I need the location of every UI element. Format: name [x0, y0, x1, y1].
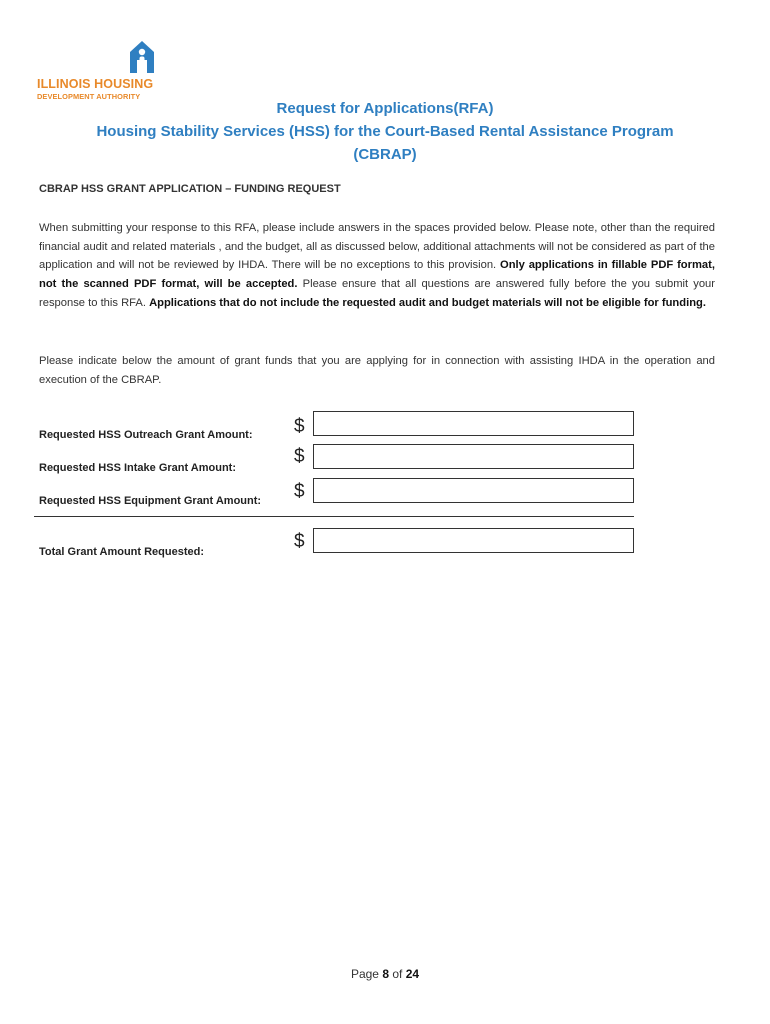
- page-number: [0, 967, 770, 981]
- current-page: 8: [382, 967, 389, 981]
- intro-bold-2: Applications that do not include the requested audit and budget materials will not be eligible for funding.: [149, 296, 706, 309]
- page-prefix: Page: [350, 967, 383, 981]
- outreach-amount-field[interactable]: [313, 411, 634, 436]
- total-dollar-sign: $: [294, 531, 305, 552]
- outreach-dollar-sign: $: [294, 416, 305, 437]
- ihda-logo-mark-icon: [129, 40, 155, 74]
- ihda-logo: [37, 40, 167, 102]
- instruction-paragraph: Please indicate below the amount of grant funds that you are applying for in connection with assisting IHDA in the operation and execution of the CBRAP.: [39, 355, 715, 386]
- intro-text-2: Please ensure that all questions are answered fully before the you submit your response to this RFA.: [39, 278, 715, 309]
- logo-text-line2: DEVELOPMENT AUTHORITY: [37, 92, 141, 101]
- total-divider: [34, 516, 634, 517]
- total-amount-label: Total Grant Amount Requested:: [39, 546, 204, 558]
- logo-text-line1: ILLINOIS HOUSING: [37, 77, 154, 91]
- document-title-line2: Housing Stability Services (HSS) for the Court-Based Rental Assistance Program: [96, 123, 674, 140]
- equipment-amount-field[interactable]: [313, 478, 634, 503]
- intake-amount-field[interactable]: [313, 444, 634, 469]
- intro-bold-1: Only applications in fillable PDF format, not the scanned PDF format, will be accepted.: [39, 259, 715, 291]
- intake-amount-label: Requested HSS Intake Grant Amount:: [39, 462, 237, 474]
- intake-dollar-sign: $: [294, 446, 305, 467]
- section-heading: CBRAP HSS GRANT APPLICATION – FUNDING REQUEST: [39, 183, 341, 195]
- intro-text-1: When submitting your response to this RFA, please include answers in the spaces provided below. Please note, other than the required financial audit and related materials , and the budget, all as discussed below, additional attachments will not be considered as part of the application and will not be reviewed by IHDA. There will be no exceptions to this provision.: [39, 222, 715, 272]
- total-amount-field[interactable]: [313, 528, 634, 553]
- document-title-line1: Request for Applications(RFA): [276, 100, 494, 117]
- equipment-amount-label: Requested HSS Equipment Grant Amount:: [39, 495, 262, 507]
- intro-paragraph: [39, 219, 715, 313]
- outreach-amount-label: Requested HSS Outreach Grant Amount:: [39, 429, 253, 441]
- total-pages: 24: [405, 967, 420, 981]
- page-of: of: [389, 967, 406, 981]
- equipment-dollar-sign: $: [294, 481, 305, 502]
- document-title-line3: (CBRAP): [353, 146, 417, 163]
